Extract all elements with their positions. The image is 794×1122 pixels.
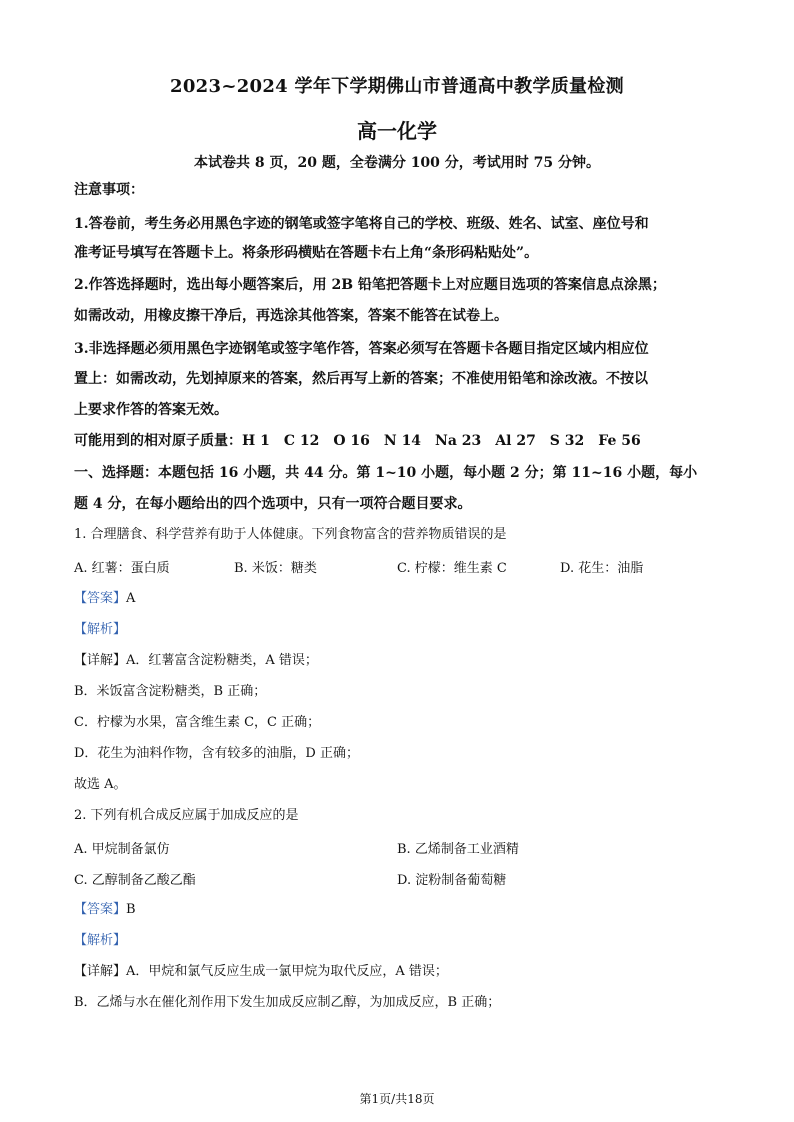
notice-line: 1.答卷前，考生务必用黑色字迹的钢笔或签字笔将自己的学校、班级、姓名、试室、座位号和 — [74, 216, 649, 232]
exam-subject: 高一化学 — [357, 119, 437, 143]
detail-tag: 【详解】 — [74, 653, 127, 668]
answer-line — [74, 900, 724, 920]
page-number: 第1页/共18页 — [359, 1092, 435, 1106]
notice-line: 置上：如需改动，先划掉原来的答案，然后再写上新的答案；不准使用铅笔和涂改液。不按以 — [74, 371, 648, 387]
detail-line — [74, 651, 724, 671]
question-option: D. 花生：油脂 — [560, 561, 644, 576]
question-option: A. 红薯：蛋白质 — [74, 561, 170, 576]
answer-value: B — [126, 902, 136, 917]
exam-title: 2023~2024 学年下学期佛山市普通高中教学质量检测 — [170, 76, 624, 97]
analysis-tag — [74, 931, 724, 951]
detail-line: B．乙烯与水在催化剂作用下发生加成反应制乙醇，为加成反应，B 正确； — [74, 995, 501, 1010]
analysis-tag — [74, 620, 724, 640]
answer-line — [74, 589, 724, 609]
detail-text: A．甲烷和氯气反应生成一氯甲烷为取代反应，A 错误； — [126, 964, 448, 979]
question-option: A. 甲烷制备氯仿 — [74, 842, 170, 857]
question-option: C. 柠檬：维生素 C — [397, 561, 507, 576]
question-stem: 1. 合理膳食、科学营养有助于人体健康。下列食物富含的营养物质错误的是 — [74, 527, 507, 542]
detail-line: D．花生为油料作物，含有较多的油脂，D 正确； — [74, 746, 359, 761]
notice-line: 如需改动，用橡皮擦干净后，再选涂其他答案，答案不能答在试卷上。 — [74, 308, 508, 324]
question-option: C. 乙醇制备乙酸乙酯 — [74, 873, 196, 888]
detail-line: B．米饭富含淀粉糖类，B 正确； — [74, 684, 267, 699]
question-option: D. 淀粉制备葡萄糖 — [397, 873, 507, 888]
section-heading: 一、选择题：本题包括 16 小题，共 44 分。第 1~10 小题，每小题 2 分；第 11~16 小题，每小 — [74, 465, 698, 481]
answer-tag: 【答案】 — [74, 902, 127, 917]
analysis-label: 【解析】 — [74, 622, 127, 637]
atomic-masses: 可能用到的相对原子质量：H 1 C 12 O 16 N 14 Na 23 Al 27 S 32 Fe 56 — [74, 433, 641, 449]
question-stem: 2. 下列有机合成反应属于加成反应的是 — [74, 808, 299, 823]
detail-line — [74, 962, 724, 982]
notice-heading: 注意事项： — [74, 182, 144, 198]
detail-line: C．柠檬为水果，富含维生素 C，C 正确； — [74, 715, 321, 730]
analysis-label: 【解析】 — [74, 933, 127, 948]
notice-line: 准考证号填写在答题卡上。将条形码横贴在答题卡右上角“条形码粘贴处”。 — [74, 245, 539, 261]
exam-meta: 本试卷共 8 页，20 题，全卷满分 100 分，考试用时 75 分钟。 — [193, 155, 601, 171]
answer-value: A — [126, 591, 136, 606]
detail-text: A．红薯富含淀粉糖类，A 错误； — [126, 653, 318, 668]
notice-line: 3.非选择题必须用黑色字迹钢笔或签字笔作答，答案必须写在答题卡各题目指定区域内相应位 — [74, 341, 649, 357]
notice-line: 2.作答选择题时，选出每小题答案后，用 2B 铅笔把答题卡上对应题目选项的答案信息点涂黑； — [74, 277, 666, 293]
answer-tag: 【答案】 — [74, 591, 127, 606]
question-option: B. 乙烯制备工业酒精 — [397, 842, 519, 857]
question-option: B. 米饭：糖类 — [234, 561, 317, 576]
detail-tag: 【详解】 — [74, 964, 127, 979]
section-heading: 题 4 分，在每小题给出的四个选项中，只有一项符合题目要求。 — [74, 496, 472, 512]
detail-line: 故选 A。 — [74, 777, 127, 792]
notice-line: 上要求作答的答案无效。 — [74, 402, 228, 418]
